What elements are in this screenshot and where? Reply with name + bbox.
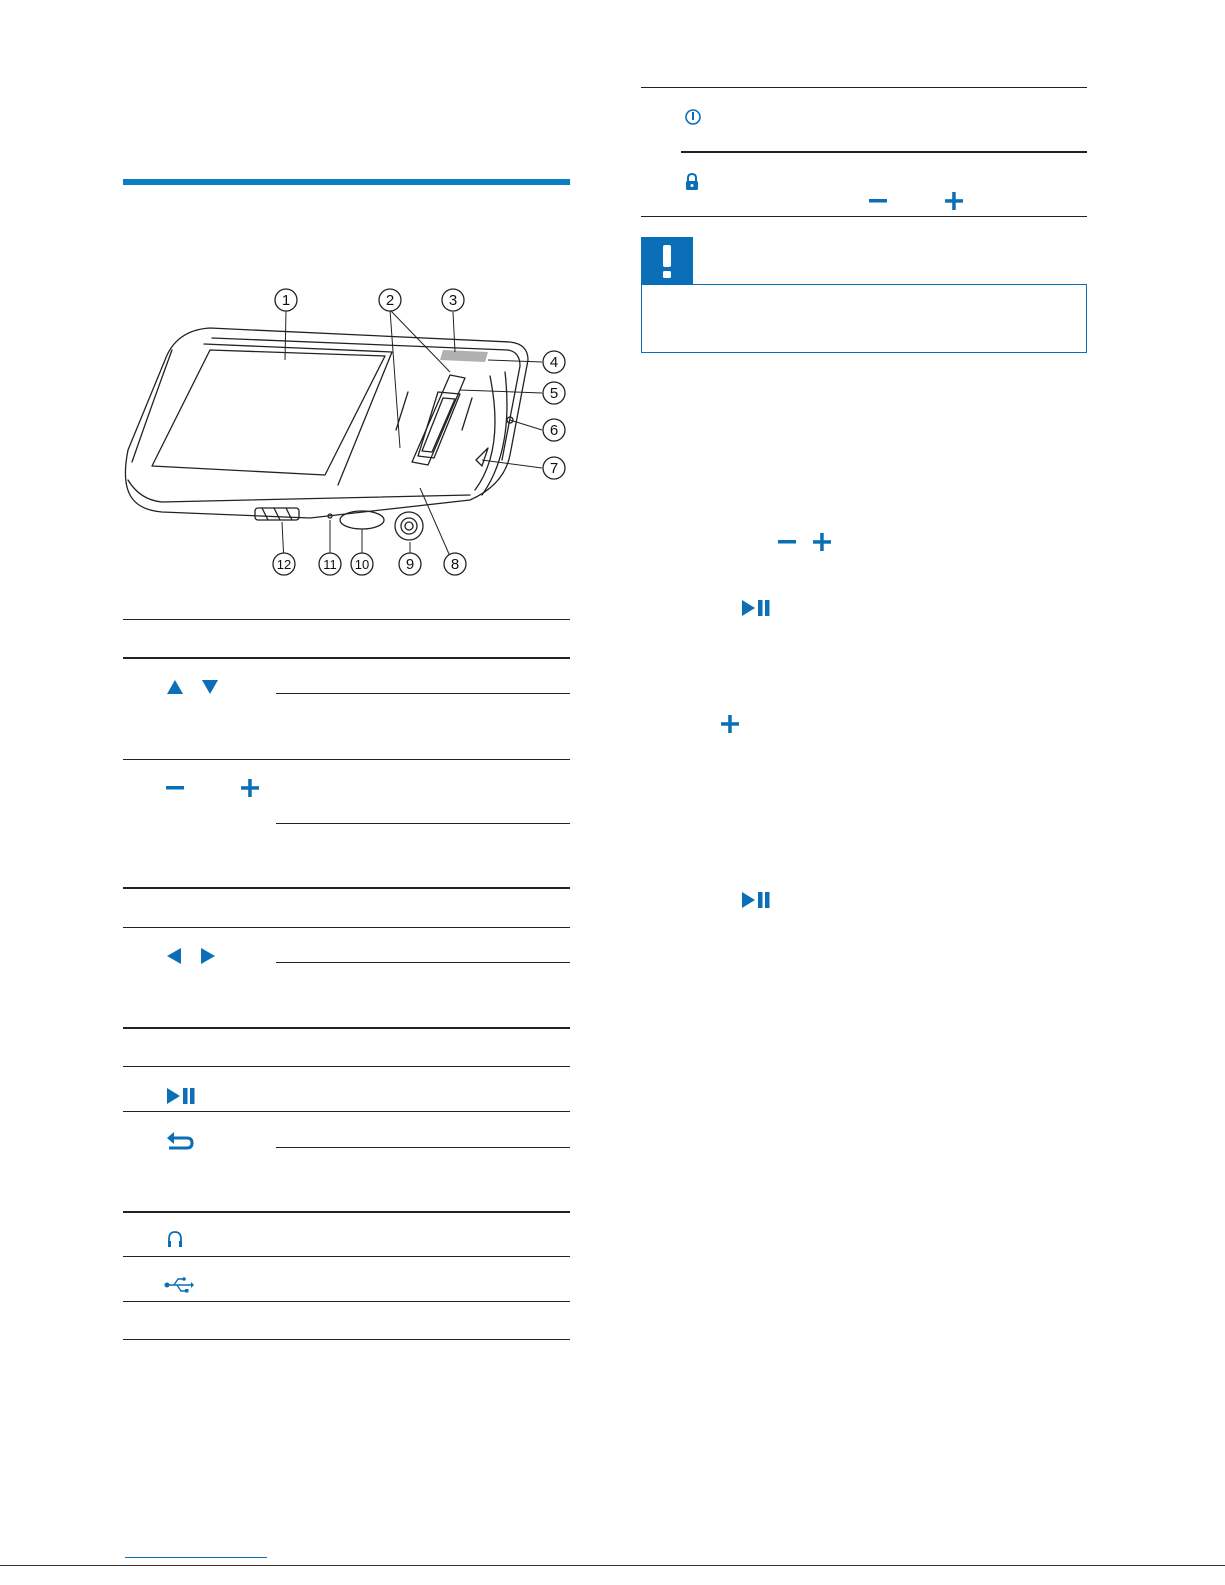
svg-text:7: 7 bbox=[549, 460, 559, 477]
left-arrow-icon bbox=[166, 947, 182, 965]
table-rule bbox=[123, 887, 570, 889]
table-rule bbox=[123, 1027, 570, 1029]
usb-icon bbox=[164, 1277, 194, 1293]
table-rule bbox=[123, 927, 570, 928]
svg-text:12: 12 bbox=[276, 557, 292, 572]
power-icon bbox=[684, 108, 702, 126]
table-rule bbox=[123, 1339, 570, 1340]
callout-3 bbox=[442, 289, 464, 311]
play-pause-icon bbox=[166, 1087, 196, 1105]
footer-link-underline bbox=[125, 1557, 267, 1558]
exclamation-icon bbox=[641, 237, 693, 285]
callout-9 bbox=[399, 553, 421, 575]
svg-text:11: 11 bbox=[323, 557, 337, 572]
table-subrule bbox=[681, 151, 1087, 153]
caution-box bbox=[641, 284, 1087, 353]
svg-text:3: 3 bbox=[448, 292, 458, 309]
callout-10 bbox=[351, 553, 373, 575]
table-subrule bbox=[276, 823, 570, 824]
callout-5 bbox=[543, 382, 565, 404]
plus-icon bbox=[945, 192, 963, 210]
play-pause-icon bbox=[741, 599, 771, 617]
callout-4 bbox=[543, 351, 565, 373]
table-rule bbox=[123, 1111, 570, 1112]
up-arrow-icon bbox=[166, 679, 184, 695]
play-pause-icon bbox=[741, 891, 771, 909]
plus-icon bbox=[241, 779, 259, 797]
callout-6 bbox=[543, 419, 565, 441]
headphones-icon bbox=[166, 1230, 184, 1248]
table-rule bbox=[123, 1256, 570, 1257]
callout-8 bbox=[444, 553, 466, 575]
table-rule bbox=[641, 216, 1087, 217]
table-rule bbox=[123, 619, 570, 620]
down-arrow-icon bbox=[201, 679, 219, 695]
table-subrule bbox=[276, 962, 570, 963]
table-rule bbox=[123, 1211, 570, 1213]
minus-icon bbox=[869, 199, 887, 203]
table-subrule bbox=[276, 693, 570, 694]
callout-12 bbox=[273, 553, 295, 575]
callout-1 bbox=[275, 289, 297, 311]
callout-11 bbox=[319, 553, 341, 575]
svg-text:5: 5 bbox=[549, 385, 559, 402]
svg-text:6: 6 bbox=[549, 422, 559, 439]
footer-rule bbox=[0, 1565, 1225, 1566]
svg-text:8: 8 bbox=[450, 556, 460, 573]
svg-text:4: 4 bbox=[549, 354, 559, 371]
svg-text:2: 2 bbox=[385, 292, 395, 309]
caution-tab bbox=[641, 237, 693, 285]
plus-icon bbox=[721, 715, 739, 733]
svg-text:10: 10 bbox=[354, 557, 370, 572]
callout-7 bbox=[543, 457, 565, 479]
table-rule bbox=[641, 87, 1087, 88]
svg-text:1: 1 bbox=[281, 292, 291, 309]
callout-2 bbox=[379, 289, 401, 311]
table-rule bbox=[123, 759, 570, 760]
minus-icon bbox=[778, 540, 796, 544]
back-icon bbox=[166, 1131, 194, 1151]
minus-icon bbox=[166, 786, 184, 790]
device-diagram bbox=[110, 280, 580, 580]
lock-icon bbox=[684, 173, 700, 191]
table-rule bbox=[123, 1301, 570, 1302]
svg-text:9: 9 bbox=[405, 556, 415, 573]
right-arrow-icon bbox=[200, 947, 216, 965]
table-rule bbox=[123, 1066, 570, 1067]
plus-icon bbox=[813, 533, 831, 551]
table-subrule bbox=[276, 1147, 570, 1148]
table-rule bbox=[123, 657, 570, 659]
section-header-bar bbox=[123, 179, 570, 185]
